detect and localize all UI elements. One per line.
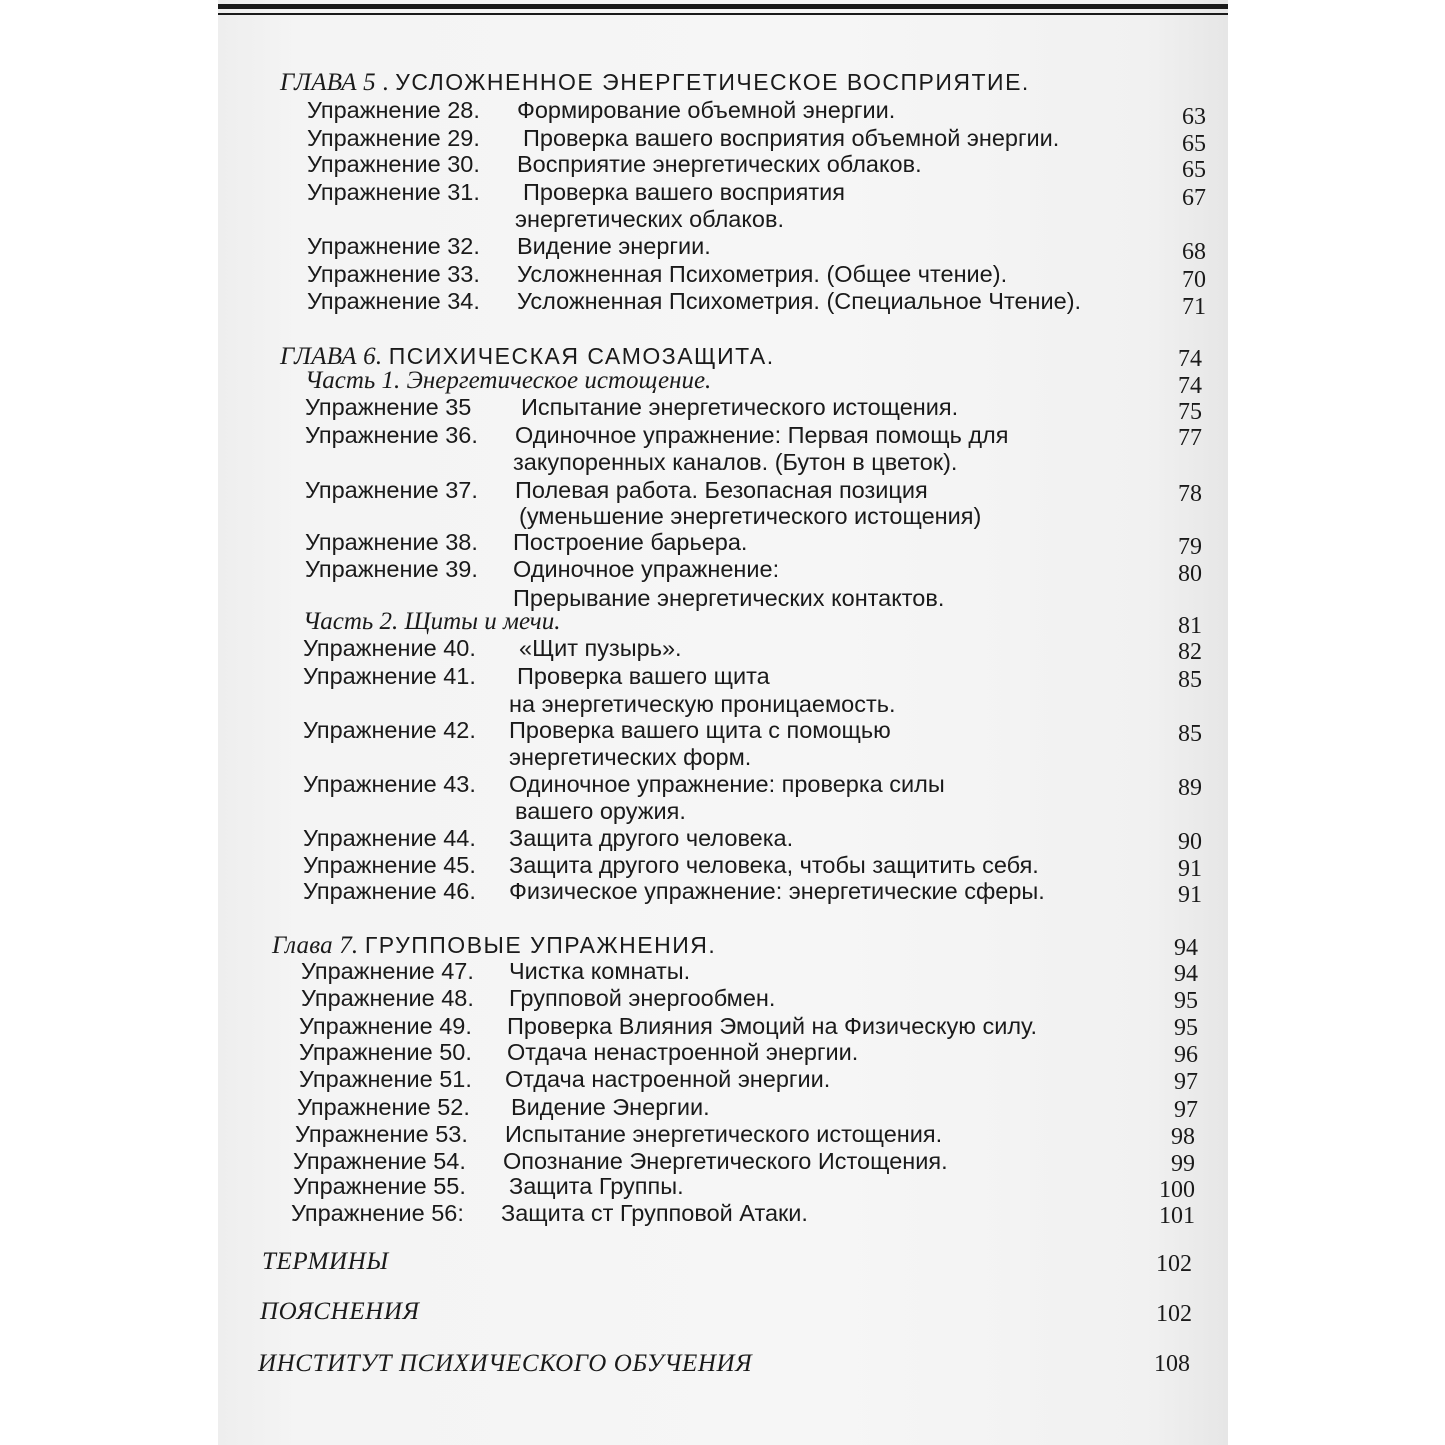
toc-entry-title-cont: закупоренных каналов. (Бутон в цветок). — [513, 449, 958, 475]
toc-entry-title: Чистка комнаты. — [509, 958, 691, 984]
toc-entry-title: Проверка вашего щита — [517, 663, 770, 689]
toc-entry-title: Восприятие энергетических облаков. — [517, 151, 922, 177]
page-number: 99 — [1171, 1151, 1195, 1177]
toc-exercise-number: Упражнение 36. — [305, 422, 478, 448]
chapter-title: ГРУППОВЫЕ УПРАЖНЕНИЯ. — [364, 932, 717, 958]
page-number: 90 — [1178, 829, 1202, 855]
page-number: 79 — [1178, 534, 1202, 560]
toc-endmatter-title: ПОЯСНЕНИЯ — [260, 1298, 420, 1325]
page-number: 74 — [1178, 373, 1202, 399]
chapter-label: ГЛАВА 5 — [280, 69, 376, 96]
page-number: 85 — [1178, 667, 1202, 693]
toc-entry-title-cont: на энергетическую проницаемость. — [509, 691, 896, 717]
top-rule-thin — [218, 13, 1228, 15]
page-number: 65 — [1182, 157, 1206, 183]
page-number: 108 — [1154, 1351, 1190, 1377]
toc-exercise-number: Упражнение 41. — [303, 663, 476, 689]
toc-entry-title-cont: вашего оружия. — [515, 798, 686, 824]
page-number: 78 — [1178, 481, 1202, 507]
page-number: 65 — [1182, 131, 1206, 157]
page-number: 94 — [1174, 961, 1198, 987]
toc-exercise-number: Упражнение 33. — [307, 261, 480, 287]
outer-margin-left — [0, 0, 218, 1445]
toc-exercise-number: Упражнение 37. — [305, 477, 478, 503]
toc-entry-title: Испытание энергетического истощения. — [505, 1121, 943, 1147]
page-number: 77 — [1178, 425, 1202, 451]
page-number: 81 — [1178, 613, 1202, 639]
page-number: 97 — [1174, 1069, 1198, 1095]
page-number: 95 — [1174, 988, 1198, 1014]
toc-entry-title: Видение Энергии. — [511, 1094, 710, 1120]
page-number: 70 — [1182, 267, 1206, 293]
toc-entry-title-cont: (уменьшение энергетического истощения) — [519, 503, 982, 529]
page-number: 95 — [1174, 1015, 1198, 1041]
page-number: 94 — [1174, 935, 1198, 961]
toc-entry-title: Построение барьера. — [513, 529, 748, 555]
toc-exercise-number: Упражнение 56: — [291, 1200, 464, 1226]
toc-exercise-number: Упражнение 55. — [293, 1173, 466, 1199]
toc-entry-title: Отдача ненастроенной энергии. — [507, 1039, 859, 1065]
toc-exercise-number: Упражнение 44. — [303, 825, 476, 851]
toc-entry-title: Формирование объемной энергии. — [517, 97, 896, 123]
page-number: 63 — [1182, 104, 1206, 130]
toc-endmatter-title: ИНСТИТУТ ПСИХИЧЕСКОГО ОБУЧЕНИЯ — [258, 1350, 753, 1377]
toc-exercise-number: Упражнение 48. — [301, 985, 474, 1011]
toc-entry-title: Одиночное упражнение: Первая помощь для — [515, 422, 1009, 448]
top-rule-thick — [218, 4, 1228, 9]
page-number: 68 — [1182, 239, 1206, 265]
page-number: 89 — [1178, 775, 1202, 801]
page-number: 101 — [1159, 1203, 1195, 1229]
toc-entry-title: Отдача настроенной энергии. — [505, 1066, 831, 1092]
toc-exercise-number: Упражнение 51. — [299, 1066, 472, 1092]
chapter-label: Глава 7. — [272, 932, 359, 959]
toc-endmatter-title: ТЕРМИНЫ — [262, 1248, 389, 1275]
toc-entry-title-cont: энергетических форм. — [509, 744, 752, 770]
chapter-heading: ГЛАВА 5 . УСЛОЖНЕННОЕ ЭНЕРГЕТИЧЕСКОЕ ВОСПРИЯТИЕ. — [280, 69, 1030, 96]
chapter-title: УСЛОЖНЕННОЕ ЭНЕРГЕТИЧЕСКОЕ ВОСПРИЯТИЕ. — [395, 69, 1030, 95]
outer-margin-right — [1228, 0, 1445, 1445]
toc-part-heading: Часть 1. Энергетическое истощение. — [305, 367, 712, 394]
toc-entry-title: Проверка вашего восприятия — [523, 179, 845, 205]
toc-exercise-number: Упражнение 47. — [301, 958, 474, 984]
toc-exercise-number: Упражнение 50. — [299, 1039, 472, 1065]
toc-exercise-number: Упражнение 29. — [307, 125, 480, 151]
page-number: 96 — [1174, 1042, 1198, 1068]
page-number: 97 — [1174, 1097, 1198, 1123]
page-number: 85 — [1178, 721, 1202, 747]
toc-entry-title: Опознание Энергетического Истощения. — [503, 1148, 948, 1174]
toc-entry-title: Групповой энергообмен. — [509, 985, 776, 1011]
toc-entry-title: Физическое упражнение: энергетические сферы. — [509, 878, 1045, 904]
toc-entry-title-cont: Прерывание энергетических контактов. — [513, 585, 945, 611]
toc-entry-title: Защита ст Групповой Атаки. — [501, 1200, 808, 1226]
page-number: 74 — [1178, 346, 1202, 372]
toc-exercise-number: Упражнение 31. — [307, 179, 480, 205]
toc-entry-title-cont: энергетических облаков. — [515, 206, 784, 232]
chapter-label: ГЛАВА 6. — [280, 343, 383, 370]
toc-exercise-number: Упражнение 40. — [303, 635, 476, 661]
page-number: 67 — [1182, 185, 1206, 211]
toc-exercise-number: Упражнение 42. — [303, 717, 476, 743]
page-number: 102 — [1156, 1251, 1192, 1277]
toc-exercise-number: Упражнение 39. — [305, 556, 478, 582]
toc-exercise-number: Упражнение 49. — [299, 1013, 472, 1039]
toc-exercise-number: Упражнение 38. — [305, 529, 478, 555]
page-number: 80 — [1178, 561, 1202, 587]
toc-entry-title: Защита Группы. — [509, 1173, 684, 1199]
page-number: 82 — [1178, 639, 1202, 665]
toc-exercise-number: Упражнение 54. — [293, 1148, 466, 1174]
toc-entry-title: Защита другого человека, чтобы защитить себя. — [509, 852, 1039, 878]
toc-exercise-number: Упражнение 35 — [305, 394, 472, 420]
page-number: 102 — [1156, 1301, 1192, 1327]
page-number: 75 — [1178, 399, 1202, 425]
toc-entry-title: Испытание энергетического истощения. — [521, 394, 959, 420]
chapter-title: ПСИХИЧЕСКАЯ САМОЗАЩИТА. — [388, 343, 775, 369]
toc-entry-title: Одиночное упражнение: — [513, 556, 780, 582]
page-number: 98 — [1171, 1124, 1195, 1150]
toc-part-heading: Часть 2. Щиты и мечи. — [303, 608, 561, 635]
toc-entry-title: Защита другого человека. — [509, 825, 794, 851]
toc-exercise-number: Упражнение 34. — [307, 288, 480, 314]
toc-entry-title: Усложненная Психометрия. (Специальное Чтение). — [517, 288, 1082, 314]
toc-entry-title: Проверка вашего щита с помощью — [509, 717, 891, 743]
toc-exercise-number: Упражнение 43. — [303, 771, 476, 797]
toc-exercise-number: Упражнение 46. — [303, 878, 476, 904]
toc-exercise-number: Упражнение 32. — [307, 233, 480, 259]
toc-entry-title: Полевая работа. Безопасная позиция — [515, 477, 928, 503]
toc-exercise-number: Упражнение 52. — [297, 1094, 470, 1120]
page-number: 91 — [1178, 856, 1202, 882]
toc-exercise-number: Упражнение 30. — [307, 151, 480, 177]
toc-entry-title: Проверка Влияния Эмоций на Физическую силу. — [507, 1013, 1037, 1039]
toc-entry-title: Одиночное упражнение: проверка силы — [509, 771, 945, 797]
toc-entry-title: Проверка вашего восприятия объемной энергии. — [523, 125, 1060, 151]
toc-entry-title: Усложненная Психометрия. (Общее чтение). — [517, 261, 1008, 287]
page-number: 100 — [1159, 1177, 1195, 1203]
page-number: 71 — [1182, 294, 1206, 320]
toc-exercise-number: Упражнение 28. — [307, 97, 480, 123]
page-number: 91 — [1178, 882, 1202, 908]
toc-entry-title: «Щит пузырь». — [519, 635, 682, 661]
toc-exercise-number: Упражнение 53. — [295, 1121, 468, 1147]
toc-exercise-number: Упражнение 45. — [303, 852, 476, 878]
toc-entry-title: Видение энергии. — [517, 233, 711, 259]
chapter-heading — [272, 931, 716, 960]
